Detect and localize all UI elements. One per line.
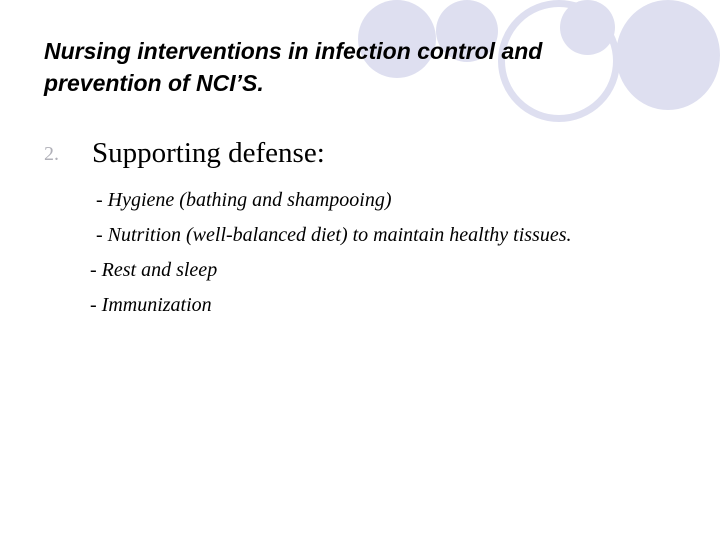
- list-item-immunization: - Immunization: [90, 294, 212, 316]
- slide-title-line-2: prevention of NCI’S.: [44, 70, 264, 96]
- list-item-nutrition: - Nutrition (well-balanced diet) to maintain healthy tissues.: [96, 224, 572, 246]
- list-item-rest-sleep: - Rest and sleep: [90, 259, 218, 281]
- section-number: 2.: [44, 143, 59, 165]
- slide-title-line-1: Nursing interventions in infection control and: [44, 38, 543, 64]
- slide-title: [44, 35, 684, 99]
- section-heading: Supporting defense:: [92, 137, 325, 169]
- list-item-hygiene: - Hygiene (bathing and shampooing): [96, 189, 392, 211]
